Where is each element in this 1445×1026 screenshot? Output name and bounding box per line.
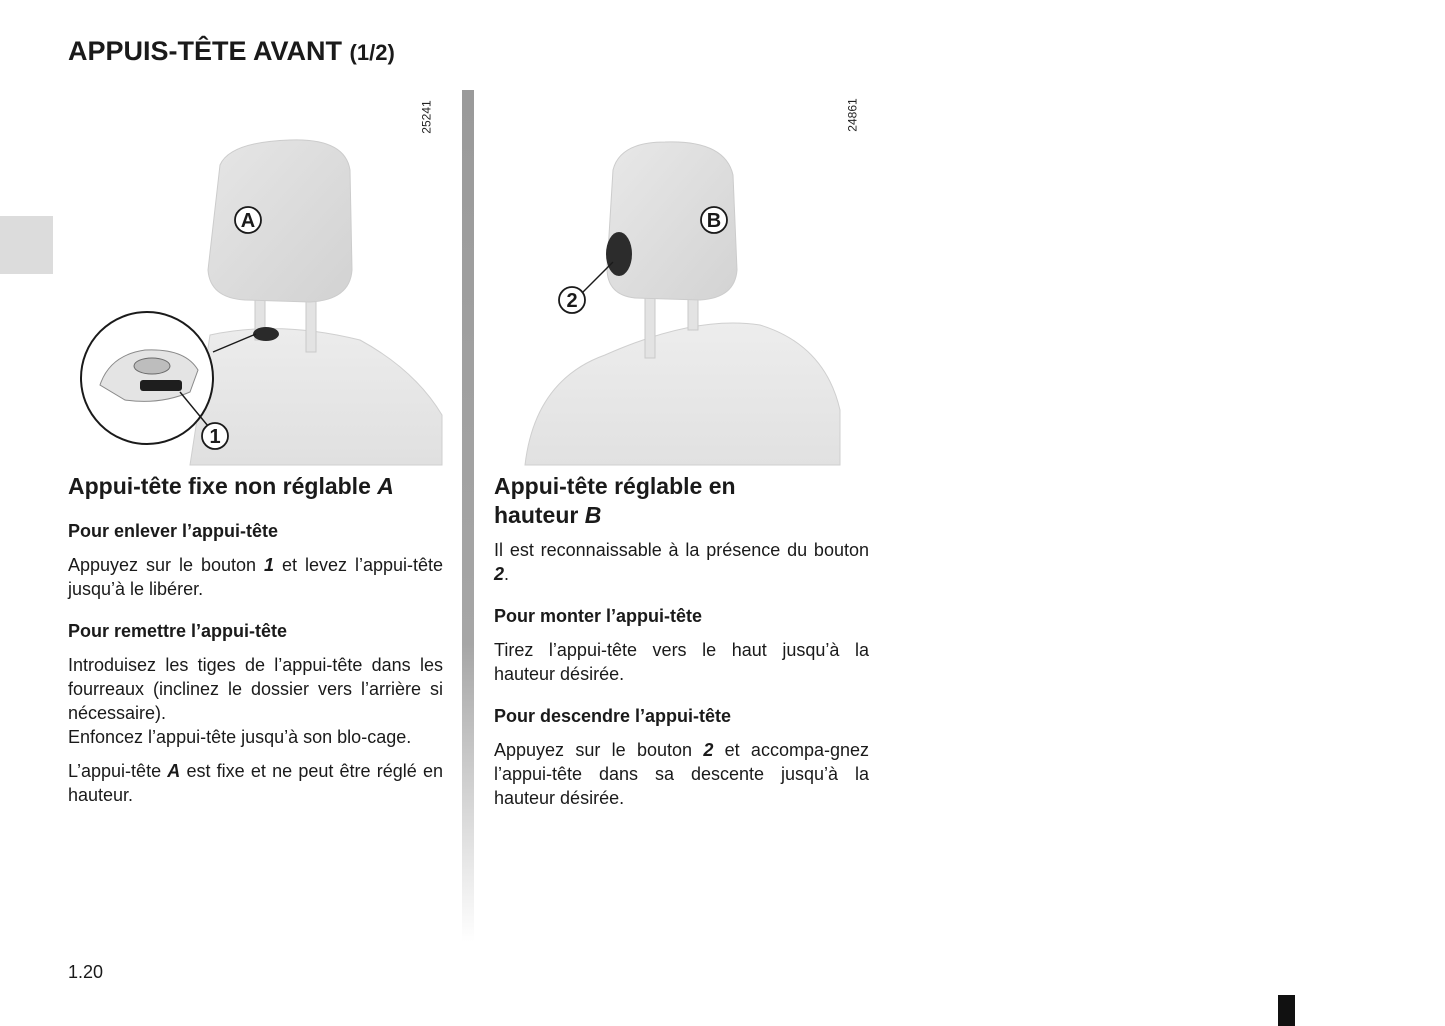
label-1: 1: [209, 426, 221, 448]
page-title: [68, 36, 395, 67]
fixed-note-part-1: L’appui-tête: [68, 761, 168, 781]
figure-code-right: 24861: [845, 98, 860, 132]
lower-instructions: [494, 738, 869, 810]
release-button-shape: [253, 327, 279, 341]
adjustable-headrest-illustration: [495, 130, 875, 470]
fixed-headrest-heading-ref: A: [377, 473, 394, 499]
intro-text-part-1: Il est reconnaissable à la présence du bouton: [494, 540, 869, 560]
headrest-cushion: [208, 140, 352, 302]
height-adjust-button-2: [606, 232, 632, 276]
figure-adjustable-headrest: [495, 130, 875, 470]
headrest-post-left: [645, 290, 655, 358]
fixed-note-ref: A: [167, 761, 181, 781]
remove-button-ref: 1: [264, 555, 275, 575]
label-a: A: [240, 210, 256, 232]
detail-post-hole: [134, 358, 170, 374]
chapter-side-tab: [0, 216, 53, 274]
remove-instructions: [68, 553, 443, 601]
adjustable-headrest-heading-ref: B: [584, 502, 602, 528]
refit-instructions-2: Enfoncez l’appui-tête jusqu’à son blo-cage.: [68, 727, 412, 747]
fixed-headrest-heading: [68, 472, 443, 501]
page-part-indicator: (1/2): [349, 40, 395, 65]
adjustable-headrest-heading-text: Appui-tête réglable en hauteur: [494, 473, 736, 528]
adjustable-intro: [494, 538, 869, 586]
remove-heading: Pour enlever l’appui-tête: [68, 521, 279, 541]
lower-text-part-2: et accompa-gnez l’appui-tête dans sa descente jusqu’à la hauteur désirée.: [494, 740, 869, 808]
fixed-note-part-2: est fixe et ne peut être réglé en hauteur.: [68, 761, 443, 805]
label-b: B: [706, 210, 722, 232]
raise-heading: Pour monter l’appui-tête: [494, 606, 703, 626]
page-number: 1.20: [68, 962, 104, 982]
lower-heading: Pour descendre l’appui-tête: [494, 706, 732, 726]
refit-instructions-1: Introduisez les tiges de l’appui-tête dans les fourreaux (inclinez le dossier vers l’arrière si nécessaire).: [68, 655, 443, 723]
detail-button-1: [140, 380, 182, 391]
figure-code-left: 25241: [419, 100, 434, 134]
intro-text-part-2: .: [504, 564, 510, 584]
intro-button-ref: 2: [494, 564, 505, 584]
column-divider: [462, 90, 474, 942]
raise-instructions: Tirez l’appui-tête vers le haut jusqu’à la hauteur désirée.: [494, 640, 869, 684]
page-title-text: APPUIS-TÊTE AVANT: [68, 36, 343, 66]
fixed-note: [68, 759, 443, 807]
adjustable-headrest-heading: [494, 472, 794, 530]
lower-button-ref: 2: [703, 740, 714, 760]
remove-text-part-2: et levez l’appui-tête jusqu’à le libérer.: [68, 555, 444, 599]
label-2: 2: [566, 290, 578, 312]
lower-text-part-1: Appuyez sur le bouton: [494, 740, 704, 760]
refit-heading: Pour remettre l’appui-tête: [68, 621, 288, 641]
left-column: [68, 472, 443, 807]
page-corner-mark: [1278, 995, 1295, 1026]
right-column: [494, 472, 869, 810]
fixed-headrest-illustration: [70, 130, 450, 470]
fixed-headrest-heading-text: Appui-tête fixe non réglable: [68, 473, 378, 499]
remove-text-part-1: Appuyez sur le bouton: [68, 555, 264, 575]
figure-fixed-headrest: [70, 130, 450, 470]
seat-back-shape: [525, 323, 840, 465]
